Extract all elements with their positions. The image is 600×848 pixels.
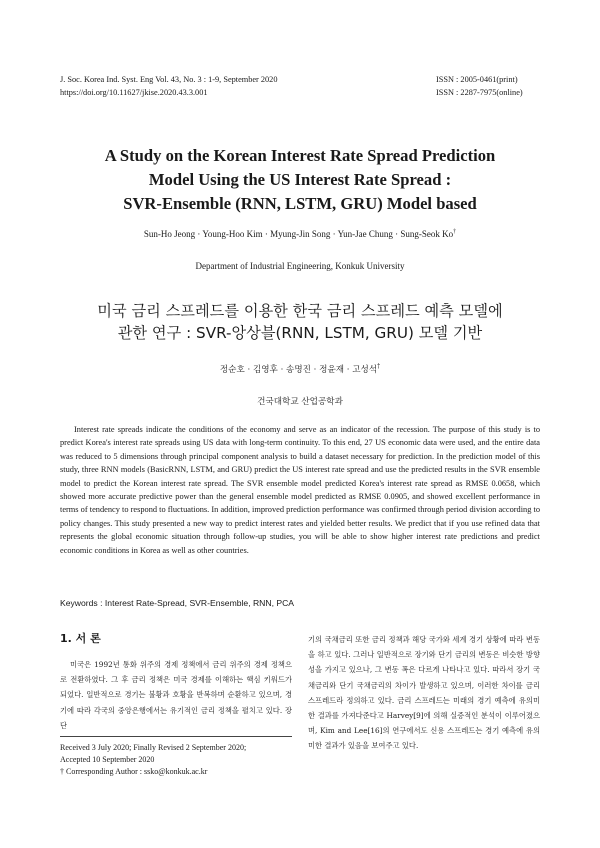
title-korean [40, 300, 560, 344]
title-korean-line: 관한 연구 : SVR-앙상블(RNN, LSTM, GRU) 모델 기반 [117, 324, 483, 342]
journal-citation: J. Soc. Korea Ind. Syst. Eng Vol. 43, No. 3 : 1-9, September 2020 [60, 75, 278, 84]
issn-online: ISSN : 2287-7975(online) [436, 88, 523, 97]
affiliation-english: Department of Industrial Engineering, Konkuk University [195, 261, 405, 271]
corresponding-mark: † [453, 229, 457, 235]
title-english-line: Model Using the US Interest Rate Spread : [148, 170, 452, 189]
affiliation-korean: 건국대학교 산업공학과 [257, 397, 343, 407]
body-text-right-column: 기의 국채금리 또한 금리 정책과 해당 국가와 세계 경기 상황에 따라 변동을 하고 있다. 그러나 일반적으로 장기와 단기 금리의 변동은 비슷한 방향성을 가지고 있으나, 그 변동 폭은 다르게 나타나고 있다. 따라서 장기 국채금리와 단기 국채금리의 차이가 발생하고 있으며, 이러한 차이를 금리 스프레드라 정의하고 있다. 금리 스프레드는 미래의 경기 예측에 유의미한 결과를 가져다준다고 Harvey[9]에 의해 실증적인 분석이 이루어졌으며, Kim and Lee[16]의 연구에서도 신용 스프레드는 경기 예측에 유의미한 결과가 있음을 보여주고 있다. [308, 635, 540, 751]
abstract: Interest rate spreads indicate the conditions of the economy and serve as an indicator of the recession. The purpose of this study is to predict Korea's interest rate spreads using US data with long-term continuity. To this end, 27 US economic data were used, and the entire data was reduced to 5 dimensions through principal component analysis to build a dataset necessary for prediction. In the prediction model of this study, three RNN models (BasicRNN, LSTM, and GRU) predict the US interest rate spread and use the predicted results in the SVR ensemble model to predict the Korean interest rate spread. The SVR ensemble model predicted Korea's interest rate spread as RMSE 0.0658, which showed more accurate predictive power than the general ensemble model predicted as RMSE 0.0905, and showed excellent performance in terms of tendency to respond to fluctuations. In addition, improved prediction performance was confirmed through period division according to policy changes. This study presented a new way to predict interest rates and yielded better results. We predict that if you use refined data that represents the global economic situation through follow-up studies, you will be able to show higher interest rate predictions and predict economic conditions in Korea as well as other countries. [60, 425, 540, 555]
footnote-received: Received 3 July 2020; Finally Revised 2 September 2020; [60, 743, 247, 752]
keywords-separator: : [97, 598, 105, 608]
footnote-corresponding [60, 766, 300, 778]
keywords [60, 597, 294, 609]
title-english-line: SVR-Ensemble (RNN, LSTM, GRU) Model based [123, 194, 477, 213]
author-names-korean: 정순호 · 김영후 · 송명진 · 정윤재 · 고성석 [219, 365, 378, 375]
title-korean-line: 미국 금리 스프레드를 이용한 한국 금리 스프레드 예측 모델에 [97, 302, 503, 320]
issn-block [436, 73, 523, 99]
title-english [40, 144, 560, 216]
doi-link[interactable]: https://doi.org/10.11627/jkise.2020.43.3.001 [60, 88, 208, 97]
body-text-left-column: 미국은 1992년 통화 위주의 경제 정책에서 금리 위주의 경제 정책으로 전환하였다. 그 후 금리 정책은 미국 경제를 이해하는 핵심 키워드가 되었다. 일반적으로 경기는 불황과 호황을 반복하며 순환하고 있으며, 경기에 따라 각국의 중앙은행에서는 유기적인 금리 정책을 펼치고 있다. 장단 [60, 660, 292, 730]
author-names: Sun-Ho Jeong · Young-Hoo Kim · Myung-Jin Song · Yun-Jae Chung · Sung-Seok Ko [143, 229, 454, 239]
dagger-mark: † [60, 767, 64, 776]
footnote-divider [60, 736, 292, 737]
corresponding-author: Corresponding Author : ssko@konkuk.ac.kr [64, 767, 208, 776]
authors-korean [40, 363, 560, 377]
keywords-label: Keywords [60, 598, 98, 608]
issn-print: ISSN : 2005-0461(print) [436, 75, 518, 84]
corresponding-mark: † [377, 363, 381, 371]
section-heading-introduction: 1. 서 론 [60, 632, 101, 645]
keywords-value: Interest Rate-Spread, SVR-Ensemble, RNN, PCA [104, 598, 295, 608]
title-english-line: A Study on the Korean Interest Rate Spread Prediction [104, 146, 496, 165]
authors-english [40, 227, 560, 241]
journal-header [60, 73, 277, 99]
footnote-accepted: Accepted 10 September 2020 [60, 755, 155, 764]
